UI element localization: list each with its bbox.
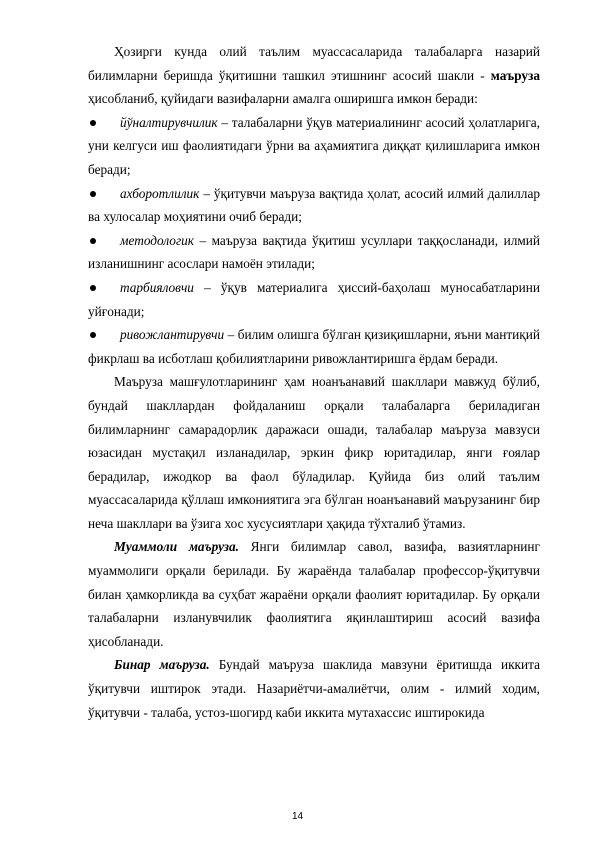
intro-bold-term: маъруза — [490, 67, 540, 83]
intro-tail: ҳисобланиб, қуйидаги вазифаларни амалга оширишга имкон беради: — [88, 91, 478, 107]
bullet-term: ривожлантирувчи — [120, 327, 225, 343]
intro-text: Ҳозирги кунда олий таълим муассасаларида талабаларга назарий билимларни беришда ўқитишни ташкил этишнинг асосий шакли - — [88, 44, 540, 83]
problem-lecture-text: Янги билимлар савол, вазифа, вазиятларнинг муаммолиги орқали берилади. Бу жараёнда талабалар профессор-ўқитувчи билан ҳамкорликда ва суҳбат жараёни орқали фаолият юритадилар. Бу орқали талабаларни изланувчилик фаолиятига яқинлаштириш асосий вазифа ҳисобланади. — [88, 539, 540, 649]
nontraditional-lectures-paragraph: Маъруза машғулотларининг ҳам ноанъанавий шакллари мавжуд бўлиб, бундай шакллардан фойдаланиш орқали талабаларга бериладиган билимларнинг самарадорлик даражаси ошади, талабалар маъруза мавзуси юзасидан мустақил изланадилар, эркин фикр юритадилар, янги ғоялар берадилар, ижодкор ва фаол бўладилар. Қуйида биз олий таълим муассасаларида қўллаш имкониятига эга бўлган ноанъанавий маърузанинг бир неча шакллари ва ўзига хос хусусиятлари ҳақида тўхталиб ўтамиз. — [88, 374, 540, 531]
binary-lecture-paragraph — [88, 653, 540, 724]
bullet-item — [88, 111, 540, 182]
bullet-icon — [90, 120, 96, 126]
intro-paragraph — [88, 40, 540, 111]
binary-lecture-text: Бундай маъруза шаклида мавзуни ёритишда иккита ўқитувчи иштирок этади. Назариётчи-амалиётчи, олим - илмий ходим, ўқитувчи - талаба, устоз-шогирд каби иккита мутахассис иштирокида — [88, 657, 541, 720]
bullet-icon — [90, 332, 96, 338]
binary-lecture-heading: Бинар маъруза. — [114, 657, 210, 673]
bullet-text: – ўқитувчи маъруза вақтида ҳолат, асосий илмий далиллар ва хулосалар моҳиятини очиб беради; — [88, 185, 540, 225]
bullet-item — [88, 276, 540, 323]
bullet-text: – билим олишга бўлган қизиқишларни, яъни мантиқий фикрлаш ва исботлаш қобилиятларини ривожлантиришга ёрдам беради. — [88, 327, 540, 366]
problem-lecture-heading: Муаммоли маъруза. — [114, 539, 239, 555]
bullet-text: – талабаларни ўқув материалининг асосий ҳолатларига, уни келгуси иш фаолиятидаги ўрни ва аҳамиятига диққат қилишларига имкон беради; — [88, 114, 540, 177]
bullet-term: методологик — [120, 232, 194, 248]
bullet-item — [88, 182, 540, 229]
bullet-icon — [90, 238, 96, 244]
bullet-term: йўналтирувчилик — [120, 114, 218, 130]
bullet-text: – маъруза вақтида ўқитиш усуллари таққосланади, илмий изланишнинг асослари намоён этилади; — [88, 232, 540, 272]
problem-lecture-paragraph — [88, 535, 540, 653]
bullet-term: ахборотлилик — [120, 185, 200, 201]
bullet-icon — [90, 285, 96, 291]
bullet-item — [88, 229, 540, 276]
document-body — [88, 40, 540, 724]
bullet-item — [88, 323, 540, 370]
bullet-icon — [90, 191, 96, 197]
page-number: 14 — [291, 811, 304, 822]
bullet-text: – ўқув материалига ҳиссий-баҳолаш муносабатларини уйғонади; — [88, 279, 540, 319]
bullet-term: тарбияловчи — [120, 279, 194, 295]
